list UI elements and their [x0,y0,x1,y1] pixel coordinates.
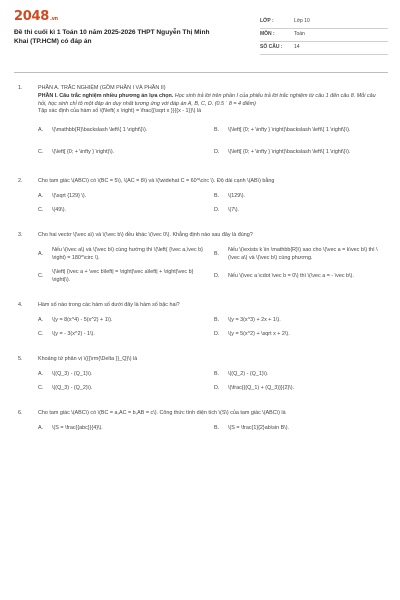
question-text: Hàm số nào trong các hàm số dưới đây là hàm số bậc hai? [38,301,180,308]
answer-options [38,368,382,396]
option-text: \(S = \frac{{abc}}{4}\). [52,424,103,431]
question-number: 1. [18,85,23,91]
answer-option[interactable] [38,328,206,342]
option-label: C. [38,330,44,337]
option-text: \(\left[ {0; + \infty } \right)\). [52,149,115,156]
answer-option[interactable] [38,204,206,218]
question-body [38,232,388,288]
option-text: \((Q_3) - (Q_1)\). [52,370,93,377]
document-meta [260,16,388,55]
answer-option[interactable] [214,266,382,288]
option-label: D. [214,149,220,156]
meta-value: Toán [294,31,305,38]
option-label: B. [214,316,220,323]
site-logo[interactable] [14,10,219,26]
answer-option[interactable] [214,142,382,164]
meta-row-class [260,16,388,29]
logo-suffix: .vn [49,16,58,22]
option-text: Nếu \(\vec a\) và \(\vec b\) cùng hướng thì \(\left( {\vec a,\vec b} \right) = 180^\circ \). [52,247,203,261]
question-item [14,410,388,436]
brand-block [14,10,219,47]
option-text: \(y = 5(x^2) + \sqrt x + 2\). [228,330,290,337]
answer-option[interactable] [38,382,206,396]
option-label: D. [214,330,220,337]
option-label: B. [214,251,220,258]
question-number: 2. [18,178,23,185]
question-body [38,410,388,436]
answer-option[interactable] [38,142,206,164]
answer-option[interactable] [38,314,206,328]
question-item [14,85,388,164]
option-text: \(\left[ {0; + \infty } \right)\backslash \left\{ 1 \right\}\). [228,127,351,134]
option-text: \(\left| {\vec a + \vec b\left| = \right|\vec a\left| + \right|\vec b} \right|\). [52,269,194,283]
option-text: \(49\). [52,207,67,214]
option-label: A. [38,316,44,323]
option-text: \(\frac{{(Q_1) + (Q_3)}}{2}\). [228,384,295,391]
answer-option[interactable] [38,421,206,435]
answer-option[interactable] [214,421,382,435]
option-label: A. [38,127,44,134]
option-text: \((Q_3) - (Q_2)\). [52,384,93,391]
question-body [38,302,388,342]
answer-options [38,244,382,288]
option-label: C. [38,149,44,156]
answer-option[interactable] [38,244,206,266]
question-text: Tập xác định của hàm số \(f\left( x \right) = \frac{{\sqrt x }}{{x - 1}}\) là [38,108,202,115]
answer-options [38,314,382,342]
answer-option[interactable] [214,204,382,218]
question-text: Cho tam giác \(ABC\) có \(BC = 5\), \(AC = 8\) và \(\widehat C = 60^\circ \). Độ dài cạnh \(AB\) bằng [38,178,275,185]
option-label: B. [214,424,220,431]
option-text: \(\sqrt {129} \). [52,193,87,200]
option-text: \(y = 8(x^4) - 5(x^2) + 1\). [52,316,113,323]
question-item [14,178,388,218]
meta-key: LỚP : [260,18,274,25]
question-body [38,178,388,218]
option-text: \(\mathbb{R}\backslash \left\{ 1 \right\}\). [52,127,148,134]
question-item [14,356,388,396]
option-label: B. [214,193,220,200]
section-title: PHẦN A. TRẮC NGHIỆM (GỒM PHẦN I VÀ PHẦN II) [38,85,166,91]
option-label: A. [38,424,44,431]
question-item [14,302,388,342]
meta-row-count [260,42,388,55]
option-label: B. [214,127,220,134]
answer-option[interactable] [38,368,206,382]
header-divider [14,72,388,73]
option-text: \((Q_2) - (Q_1)\). [228,370,269,377]
part-instructions: Học sinh trả lời trên phần I của phiếu trả lời trắc nghiệm từ câu 1 đến câu 8. Mỗi câu hỏi, học sinh chỉ tô một đáp án duy nhất tương ứng với đáp án A, B, C, D. (0.5 ˙ 8 = 4 điểm) [38,92,376,107]
option-text: \(129\). [228,193,246,200]
option-label: B. [214,370,220,377]
answer-option[interactable] [38,120,206,142]
answer-option[interactable] [214,244,382,266]
answer-options [38,190,382,218]
question-number: 4. [18,301,23,308]
answer-options [38,421,382,435]
option-label: A. [38,251,44,258]
answer-option[interactable] [38,190,206,204]
option-text: \(7\). [228,207,240,214]
option-text: \(\left[ {0; + \infty } \right)\backslash \left\{ 1 \right\}\). [228,149,351,156]
answer-option[interactable] [214,314,382,328]
option-label: A. [38,193,44,200]
question-number: 5. [18,355,23,362]
meta-value: Lớp 10 [294,18,310,25]
answer-option[interactable] [214,368,382,382]
question-text: Khoảng tứ phân vị \({{\rm{\Delta }}_Q}\) là [38,355,138,362]
part-title: PHẦN I. Câu trắc nghiệm nhiều phương án lựa chọn. [38,92,174,99]
option-text: \(S = \frac{1}{2}ab\sin B\). [228,424,289,431]
option-text: \(y = - 3(x^2) - 1\). [52,330,95,337]
option-label: A. [38,370,44,377]
question-body [38,356,388,396]
answer-option[interactable] [214,328,382,342]
question-number: 3. [18,232,23,239]
answer-option[interactable] [38,266,206,288]
option-label: C. [38,273,44,280]
meta-value: 14 [294,44,300,51]
option-label: D. [214,207,220,214]
answer-option[interactable] [214,120,382,142]
logo-main: 2048 [14,9,49,24]
option-label: D. [214,384,220,391]
option-label: D. [214,273,220,280]
answer-option[interactable] [214,190,382,204]
meta-key: SỐ CÂU : [260,44,283,51]
option-label: C. [38,384,44,391]
part-heading [38,93,382,109]
document-header [14,10,388,62]
question-text: Cho tam giác \(ABC\) có \(BC = a,AC = b,AB = c\). Công thức tính diện tích \(S\) của tam giác \(ABC\) là [38,409,286,416]
option-text: \(y = 3(x^3) + 2x + 1\). [228,316,281,323]
question-item [14,232,388,288]
question-number: 6. [18,409,23,416]
answer-options [38,120,382,164]
meta-row-subject [260,29,388,42]
meta-key: MÔN : [260,31,275,38]
option-text: Nếu \(\vec a \cdot \vec b = 0\) thì \(\vec a = - \vec b\). [228,273,354,280]
answer-option[interactable] [214,382,382,396]
question-text: Cho hai vectơ \(\vec a\) và \(\vec b\) đều khác \(\vec 0\). Khẳng định nào sau đây là đúng? [38,232,253,239]
document-title: Đề thi cuối kì 1 Toán 10 năm 2025-2026 THPT Nguyễn Thị Minh Khai (TP.HCM) có đáp án [14,29,210,45]
question-body [38,85,388,164]
option-text: Nếu \(\exists k \in \mathbb{R}\) sao cho \(\vec a = k\vec b\) thì \(\vec a\) và \(\vec b\) cùng phương. [228,247,378,261]
option-label: C. [38,207,44,214]
